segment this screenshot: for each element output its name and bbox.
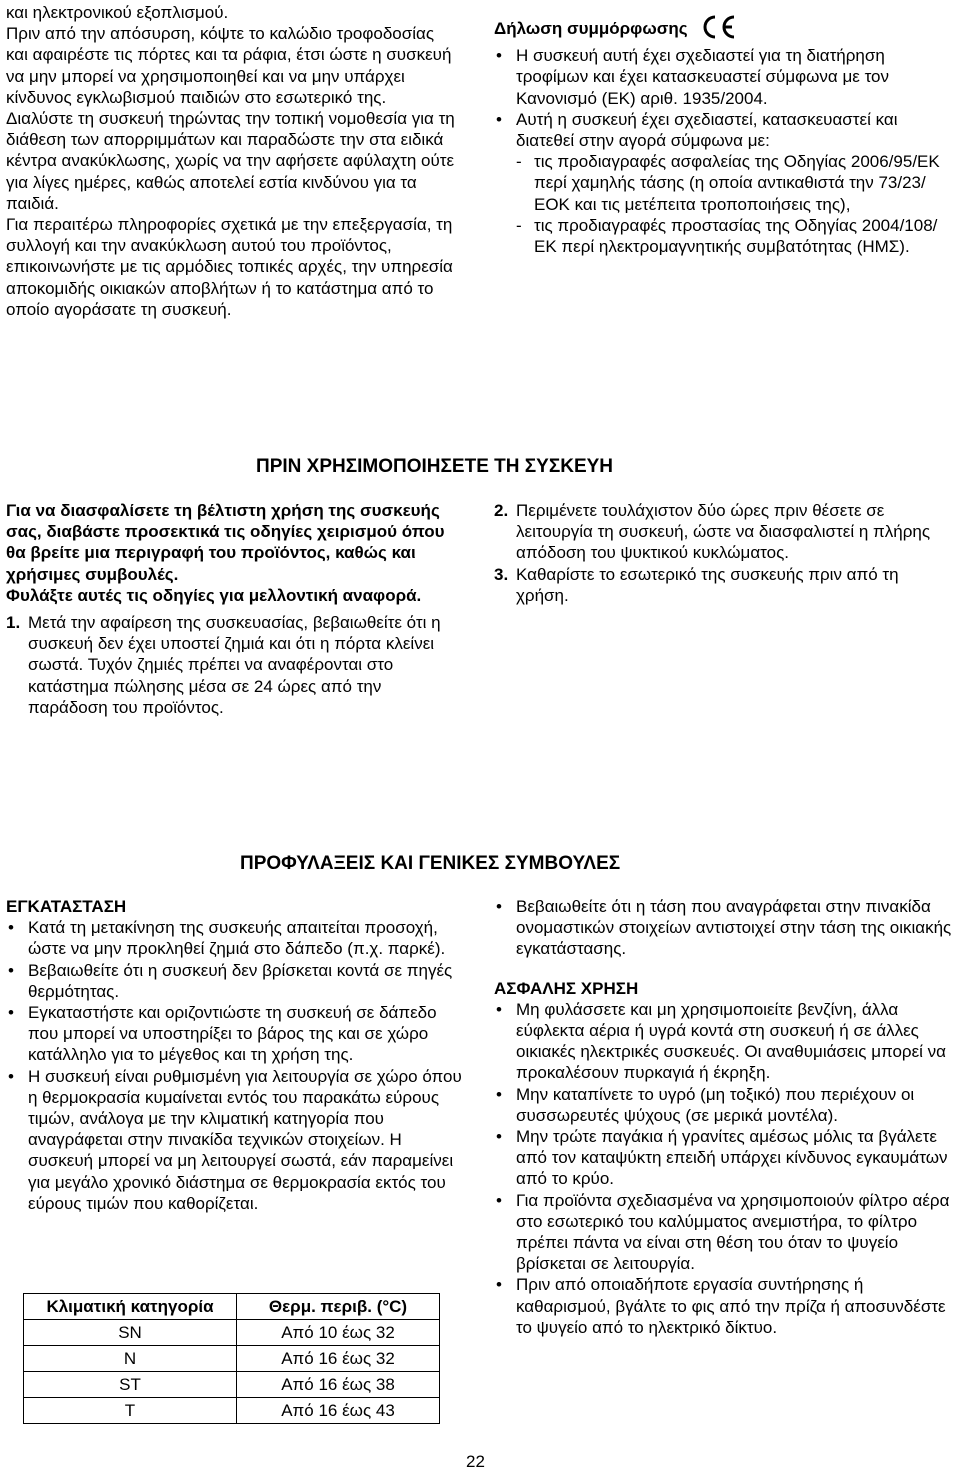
keep-instructions-text: Φυλάξτε αυτές τις οδηγίες για μελλοντική αναφορά. [6, 585, 422, 605]
column-header: Θερμ. περιβ. (°C) [237, 1294, 440, 1320]
numbered-item: 2. Περιμένετε τουλάχιστον δύο ώρες πριν θέσετε σε λειτουργία τη συσκευή, ώστε να διασφαλιστεί η πλήρης απόδοση του ψυκτικού κυκλώματος. [494, 501, 931, 563]
dash-item: - τις προδιαγραφές προστασίας της Οδηγίας 2004/108/ΕΚ περί ηλεκτρομαγνητικής συμβατότητας (ΗΜΣ). [516, 215, 938, 257]
numbered-item: 1. Μετά την αφαίρεση της συσκευασίας, βεβαιωθείτε ότι η συσκευή δεν έχει υποστεί ζημιά και ότι η πόρτα κλείνει σωστά. Τυχόν ζημιές πρέπει να αναφέρονται στο κατάστημα πώλησης μέσα σε 24 ώρες από την παράδοση του προϊόντος. [6, 613, 441, 717]
table-cell: ST [24, 1372, 237, 1398]
list-item: • Για προϊόντα σχεδιασμένα να χρησιμοποιούν φίλτρο αέρα στο εσωτερικό του καλύμματος ανεμιστήρα, το φίλτρο πρέπει πάντα να είναι στη θέση του όταν το ψυγείο βρίσκεται σε λειτουργία. [494, 1190, 954, 1275]
list-item: • Εγκαταστήστε και οριζοντιώστε τη συσκευή σε δάπεδο που μπορεί να υποστηρίξει το βάρος της και σε χώρο κατάλληλο για το μέγεθος και τη χρήση της. [6, 1002, 468, 1066]
column-header: Κλιματική κατηγορία [24, 1294, 237, 1320]
paragraph: Για περαιτέρω πληροφορίες σχετικά με την επεξεργασία, τη συλλογή και την ανακύκλωση αυτού του προϊόντος, επικοινωνήστε με τις αρμόδιες τοπικές αρχές, την υπηρεσία αποκομιδής οικιακών αποβλήτων ή το κατάστημα από το οποίο αγοράσατε τη συσκευή. [6, 215, 453, 319]
list-item: • Η συσκευή είναι ρυθμισμένη για λειτουργία σε χώρο όπου η θερμοκρασία κυμαίνεται εντός του παρακάτω εύρους τιμών, ανάλογα με την κλιματική κατηγορία που αναγράφεται στην πινακίδα τεχνικών στοιχείων. Η συσκευή μπορεί να μη λειτουργεί σωστά, εάν παραμείνει για μεγάλο χρονικό διάστημα σε θερμοκρασία εκτός του εύρους τιμών που καθορίζεται. [6, 1066, 468, 1214]
list-item: • Αυτή η συσκευή έχει σχεδιαστεί, κατασκευαστεί και διατεθεί στην αγορά σύμφωνα με: - τις προδιαγραφές ασφαλείας της Οδηγίας 2006/95/ΕΚ περί χαμηλής τάσης (η οποία αντικαθιστά την 73/23/ΕΟΚ και τις μετέπειτα τροποποιήσεις της), - τις προδιαγραφές προστασίας της Οδηγίας 2004/108/ΕΚ περί ηλεκτρομαγνητικής συμβατότητας (ΗΜΣ). [494, 109, 954, 257]
list-item: • Πριν από οποιαδήποτε εργασία συντήρησης ή καθαρισμού, βγάλτε το φις από την πρίζα ή αποσυνδέστε το ψυγείο από το ηλεκτρικό δίκτυο. [494, 1274, 954, 1338]
climate-class-table [23, 1293, 440, 1424]
conformity-title-text: Δήλωση συμμόρφωσης [494, 19, 688, 39]
table-cell: N [24, 1346, 237, 1372]
right-top-column [494, 14, 954, 257]
table-cell: Από 16 έως 32 [237, 1346, 440, 1372]
voltage-list [494, 896, 954, 960]
table-cell: Από 16 έως 38 [237, 1372, 440, 1398]
table-cell: Από 16 έως 43 [237, 1398, 440, 1424]
table-cell: Από 10 έως 32 [237, 1320, 440, 1346]
section-heading: ΠΡΟΦΥΛΑΞΕΙΣ ΚΑΙ ΓΕΝΙΚΕΣ ΣΥΜΒΟΥΛΕΣ [240, 853, 621, 874]
section1-right-column [494, 500, 954, 606]
paragraph: Πριν από την απόσυρση, κόψτε το καλώδιο τροφοδοσίας και αφαιρέστε τις πόρτες και τα ράφια, έτσι ώστε η συσκευή να μην μπορεί να χρησιμοποιηθεί και να μην υπάρχει κίνδυνος εγκλωβισμού παιδιών στο εσωτερικό της. [6, 24, 452, 107]
section2-right-column [494, 896, 954, 1338]
table-row [24, 1346, 440, 1372]
list-item: • Μη φυλάσσετε και μη χρησιμοποιείτε βενζίνη, άλλα εύφλεκτα αέρια ή υγρά κοντά στη συσκευή ή σε άλλες οικιακές ηλεκτρικές συσκευές. Οι αναθυμιάσεις μπορεί να προκαλέσουν πυρκαγιά ή έκρηξη. [494, 999, 954, 1084]
paragraph: Διαλύστε τη συσκευή τηρώντας την τοπική νομοθεσία για τη διάθεση των απορριμμάτων και παραδώστε την στα ειδικά κέντρα ανακύκλωσης, χωρίς να την αφήσετε αφύλαχτη ούτε για λίγες ημέρες, καθώς αποτελεί εστία κινδύνου για τα παιδιά. [6, 109, 455, 213]
list-item: • Βεβαιωθείτε ότι η τάση που αναγράφεται στην πινακίδα ονομαστικών στοιχείων αντιστοιχεί στην τάση της οικιακής εγκατάστασης. [494, 896, 954, 960]
ce-mark-icon [698, 14, 738, 45]
install-title: ΕΓΚΑΤΑΣΤΑΣΗ [6, 897, 127, 916]
table-row [24, 1320, 440, 1346]
list-item: • Η συσκευή αυτή έχει σχεδιαστεί για τη διατήρηση τροφίμων και έχει κατασκευαστεί σύμφωνα με τον Κανονισμό (ΕΚ) αριθ. 1935/2004. [494, 45, 954, 109]
numbered-item: 3. Καθαρίστε το εσωτερικό της συσκευής πριν από τη χρήση. [494, 564, 899, 605]
conformity-title [494, 14, 954, 45]
install-list [6, 917, 468, 1214]
list-item: • Μην τρώτε παγάκια ή γρανίτες αμέσως μόλις τα βγάλετε από τον καταψύκτη επειδή υπάρχει κίνδυνος εγκαυμάτων από το κρύο. [494, 1126, 954, 1190]
paragraph: και ηλεκτρονικού εξοπλισμού. [6, 3, 229, 22]
section2-left-column [6, 896, 468, 1214]
conformity-list [494, 45, 954, 257]
list-item: • Μην καταπίνετε το υγρό (μη τοξικό) που περιέχουν οι συσσωρευτές ψύχους (σε μερικά μοντέλα). [494, 1084, 954, 1126]
page-number: 22 [466, 1452, 485, 1471]
section1-left-column [6, 500, 451, 718]
intro-text: Για να διασφαλίσετε τη βέλτιστη χρήση της συσκευής σας, διαβάστε προσεκτικά τις οδηγίες χειρισμού όπου θα βρείτε μια περιγραφή του προϊόντος, καθώς και χρήσιμες συμβουλές. [6, 501, 445, 584]
table-row [24, 1372, 440, 1398]
safe-use-list [494, 999, 954, 1338]
table-header-row [24, 1294, 440, 1320]
list-item: • Βεβαιωθείτε ότι η συσκευή δεν βρίσκεται κοντά σε πηγές θερμότητας. [6, 960, 468, 1002]
list-item: • Κατά τη μετακίνηση της συσκευής απαιτείται προσοχή, ώστε να μην προκληθεί ζημιά στο δάπεδο (π.χ. παρκέ). [6, 917, 468, 959]
table-row [24, 1398, 440, 1424]
table-cell: T [24, 1398, 237, 1424]
table-cell: SN [24, 1320, 237, 1346]
safe-use-title: ΑΣΦΑΛΗΣ ΧΡΗΣΗ [494, 978, 639, 998]
left-top-column [6, 2, 458, 320]
dash-item: - τις προδιαγραφές ασφαλείας της Οδηγίας 2006/95/ΕΚ περί χαμηλής τάσης (η οποία αντικαθιστά την 73/23/ΕΟΚ και τις μετέπειτα τροποποιήσεις της), [516, 152, 940, 214]
section-heading: ΠΡΙΝ ΧΡΗΣΙΜΟΠΟΙΗΣΕΤΕ ΤΗ ΣΥΣΚΕΥΗ [256, 456, 614, 477]
